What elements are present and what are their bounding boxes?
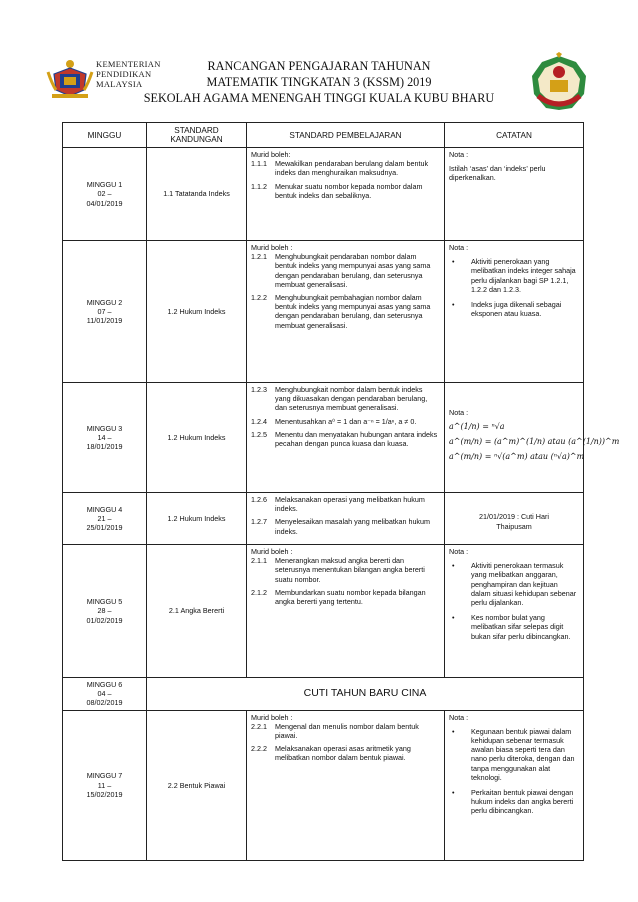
column-header-week: MINGGU: [63, 123, 147, 148]
document-header: [130, 58, 508, 106]
intro-text: Murid boleh:: [251, 150, 291, 159]
week-cell: [63, 383, 147, 493]
week-label: MINGGU 7: [86, 771, 123, 781]
week-cell: [63, 148, 147, 241]
column-header-standard: [147, 123, 247, 148]
learning-item: [251, 182, 440, 200]
learning-cell: [247, 493, 445, 545]
learning-text: Menentu dan menyatakan hubungan antara indeks pecahan dengan punca kuasa dan kuasa.: [275, 429, 438, 449]
week-start: 04 –: [97, 689, 112, 699]
ministry-text-line: KEMENTERIAN: [96, 59, 161, 69]
note-text: Istilah ‘asas’ dan ‘indeks’ perlu diperkenalkan.: [449, 164, 546, 183]
learning-item: [251, 293, 440, 330]
learning-text: Menghubungkait nombor dalam bentuk indeks yang dikuasakan dengan pendaraban berulang, dan seterusnya membuat generalisasi.: [275, 385, 428, 413]
learning-text: Mengenal dan menulis nombor dalam bentuk piawai.: [275, 721, 419, 741]
table-row: [63, 383, 584, 493]
standard-cell: 2.2 Bentuk Piawai: [147, 710, 247, 860]
learning-item: [251, 722, 440, 740]
learning-text: Melaksanakan operasi asas aritmetik yang melibatkan nombor dalam bentuk piawai.: [275, 744, 411, 763]
week-cell: [63, 241, 147, 383]
learning-text: Menghubungkait pembahagian nombor dalam bentuk indeks yang mempunyai asas yang sama dengan pendaraban berulang, dan seterusnya membuat generalisasi.: [275, 293, 431, 330]
notes-cell: [445, 148, 584, 241]
learning-item: [251, 159, 440, 177]
learning-cell: [247, 383, 445, 493]
week-end: 18/01/2019: [86, 442, 123, 452]
week-start: 28 –: [97, 606, 112, 616]
note-bullet-text: Aktiviti penerokaan yang melibatkan indeks integer sahaja perlu dijalankan bagi SP 1.2.1, 1.2.2 dan 1.2.3.: [471, 257, 576, 294]
week-end: 25/01/2019: [86, 523, 123, 533]
learning-cell: [247, 148, 445, 241]
week-cell: [63, 545, 147, 678]
formula-line: a^(m/n) = ⁿ√(a^m) atau (ⁿ√a)^m: [449, 452, 585, 462]
learning-text: Mewakilkan pendaraban berulang dalam bentuk indeks dan menghuraikan maksudnya.: [275, 159, 429, 178]
learning-text: Menghubungkait pendaraban nombor dalam bentuk indeks yang mempunyai asas yang sama dengan pendaraban berulang, dan seterusnya membuat generalisasi.: [275, 252, 431, 289]
note-bullet-text: Aktiviti penerokaan termasuk yang melibatkan anggaran, penghampiran dan kejituan dalam situasi kehidupan sebenar perlu dijalankan.: [471, 561, 577, 608]
standard-cell: 1.2 Hukum Indeks: [147, 241, 247, 383]
bullet-icon: •: [452, 788, 455, 798]
standard-cell: 1.1 Tatatanda Indeks: [147, 148, 247, 241]
intro-text: Murid boleh :: [251, 712, 293, 722]
week-start: 07 –: [97, 306, 112, 316]
yearly-plan-table: [62, 122, 620, 861]
note-bullet: [449, 300, 579, 318]
note-title: Nota :: [449, 407, 469, 417]
learning-item: [251, 495, 440, 513]
learning-code: 1.2.4: [251, 416, 267, 426]
column-header-standard-line: KANDUNGAN: [170, 135, 223, 144]
week-cell: [63, 710, 147, 860]
learning-text: Menukar suatu nombor kepada nombor dalam bentuk indeks dan sebaliknya.: [275, 181, 423, 200]
week-label: MINGGU 4: [86, 504, 123, 514]
notes-cell: [445, 545, 584, 678]
notes-cell: [445, 241, 584, 383]
week-label: MINGGU 6: [86, 680, 123, 689]
subject-line: MATEMATIK TINGKATAN 3 (KSSM) 2019: [206, 75, 432, 89]
learning-item: [251, 252, 440, 289]
title-line: RANCANGAN PENGAJARAN TAHUNAN: [207, 59, 431, 73]
note-bullet: [449, 561, 579, 607]
note-bullet: [449, 788, 579, 816]
bullet-icon: •: [452, 300, 455, 310]
week-end: 15/02/2019: [86, 789, 123, 799]
week-end: 11/01/2019: [86, 316, 123, 326]
week-end: 01/02/2019: [86, 615, 123, 625]
school-seal-icon: [528, 52, 590, 114]
learning-item: [251, 417, 440, 426]
holiday-note-date: 21/01/2019 : Cuti Hari: [479, 511, 549, 521]
holiday-banner: CUTI TAHUN BARU CINA: [147, 678, 584, 711]
learning-text: Membundarkan suatu nombor kepada bilangan angka bererti yang tertentu.: [275, 587, 426, 607]
standard-cell: 1.2 Hukum Indeks: [147, 383, 247, 493]
note-bullet: [449, 727, 579, 782]
week-start: 11 –: [97, 780, 112, 790]
table-row: [63, 493, 584, 545]
ministry-text-line: MALAYSIA: [96, 79, 143, 89]
note-title: Nota :: [449, 243, 469, 252]
week-end: 04/01/2019: [86, 198, 123, 208]
learning-code: 2.1.2: [251, 587, 267, 597]
note-bullet-text: Kes nombor bulat yang melibatkan sifar selepas digit bukan sifar perlu dibincangkan.: [471, 613, 571, 641]
note-title: Nota :: [449, 547, 469, 556]
table-row: [63, 710, 584, 860]
notes-cell: [445, 710, 584, 860]
holiday-note: [449, 512, 579, 532]
learning-item: [251, 517, 440, 535]
learning-cell: [247, 241, 445, 383]
column-header-standard-line: STANDARD: [174, 126, 219, 135]
learning-code: 1.1.1: [251, 159, 267, 169]
learning-text: Menyelesaikan masalah yang melibatkan hukum indeks.: [275, 517, 431, 536]
learning-code: 1.2.2: [251, 293, 267, 303]
table-header-row: [63, 123, 584, 148]
learning-cell: [247, 545, 445, 678]
learning-code: 1.2.3: [251, 385, 267, 394]
learning-item: [251, 588, 440, 606]
table-row: [63, 241, 584, 383]
learning-item: [251, 385, 440, 413]
week-end: 08/02/2019: [86, 698, 123, 708]
note-bullet: [449, 257, 579, 294]
learning-text: Menentusahkan a⁰ = 1 dan a⁻ⁿ = 1/aⁿ, a ≠ 0.: [275, 416, 417, 426]
note-bullet-text: Kegunaan bentuk piawai dalam kehidupan sebenar termasuk awalan biasa seperti tera dan nano perlu diteroka, dengan dan tanpa menggunakan alat teknologi.: [471, 726, 575, 782]
table-row: [63, 678, 584, 711]
note-bullet-text: Perkaitan bentuk piawai dengan hukum indeks dan angka bererti perlu dibincangkan.: [471, 788, 574, 816]
week-start: 21 –: [97, 513, 112, 523]
learning-item: [251, 556, 440, 584]
notes-cell: [445, 493, 584, 545]
week-cell: [63, 493, 147, 545]
bullet-icon: •: [452, 257, 455, 267]
note-title: Nota :: [449, 150, 469, 159]
school-line: SEKOLAH AGAMA MENENGAH TINGGI KUALA KUBU BHARU: [143, 91, 495, 105]
column-header-notes: CATATAN: [445, 123, 584, 148]
week-label: MINGGU 1: [86, 180, 123, 190]
standard-cell: 1.2 Hukum Indeks: [147, 493, 247, 545]
learning-code: 2.2.1: [251, 721, 267, 731]
week-label: MINGGU 5: [86, 597, 123, 607]
learning-code: 1.2.5: [251, 429, 267, 439]
learning-code: 1.2.6: [251, 495, 267, 504]
learning-item: [251, 744, 440, 762]
coat-of-arms-icon: [46, 56, 94, 100]
learning-cell: [247, 710, 445, 860]
learning-text: Menerangkan maksud angka bererti dan seterusnya menentukan bilangan angka bererti suatu nombor.: [275, 556, 425, 584]
learning-code: 2.1.1: [251, 556, 267, 566]
week-start: 02 –: [97, 189, 112, 199]
week-label: MINGGU 2: [86, 297, 123, 307]
learning-code: 1.2.7: [251, 517, 267, 527]
learning-text: Melaksanakan operasi yang melibatkan hukum indeks.: [275, 495, 425, 514]
learning-item: [251, 430, 440, 448]
formula-line: a^(m/n) = (a^m)^(1/n) atau (a^(1/n))^m: [449, 437, 620, 446]
table-row: [63, 545, 584, 678]
note-bullet: [449, 613, 579, 641]
bullet-icon: •: [452, 613, 455, 623]
week-cell: [63, 678, 147, 711]
formula-line: a^(1/n) = ⁿ√a: [449, 421, 505, 431]
bullet-icon: •: [452, 561, 455, 571]
learning-code: 1.1.2: [251, 181, 267, 191]
note-title: Nota :: [449, 712, 469, 722]
intro-text: Murid boleh :: [251, 547, 293, 556]
learning-code: 2.2.2: [251, 744, 267, 754]
bullet-icon: •: [452, 726, 455, 736]
standard-cell: 2.1 Angka Bererti: [147, 545, 247, 678]
week-start: 14 –: [97, 432, 112, 442]
intro-text: Murid boleh :: [251, 243, 293, 252]
column-header-learning: STANDARD PEMBELAJARAN: [247, 123, 445, 148]
learning-code: 1.2.1: [251, 252, 267, 262]
notes-cell: [445, 383, 620, 493]
holiday-note-name: Thaipusam: [496, 521, 532, 531]
note-list: [449, 257, 579, 318]
week-label: MINGGU 3: [86, 423, 123, 433]
ministry-text-line: PENDIDIKAN: [96, 69, 152, 79]
note-bullet-text: Indeks juga dikenali sebagai eksponen atau kuasa.: [471, 300, 562, 319]
table-row: [63, 148, 584, 241]
note-list: [449, 727, 579, 816]
note-list: [449, 561, 579, 641]
